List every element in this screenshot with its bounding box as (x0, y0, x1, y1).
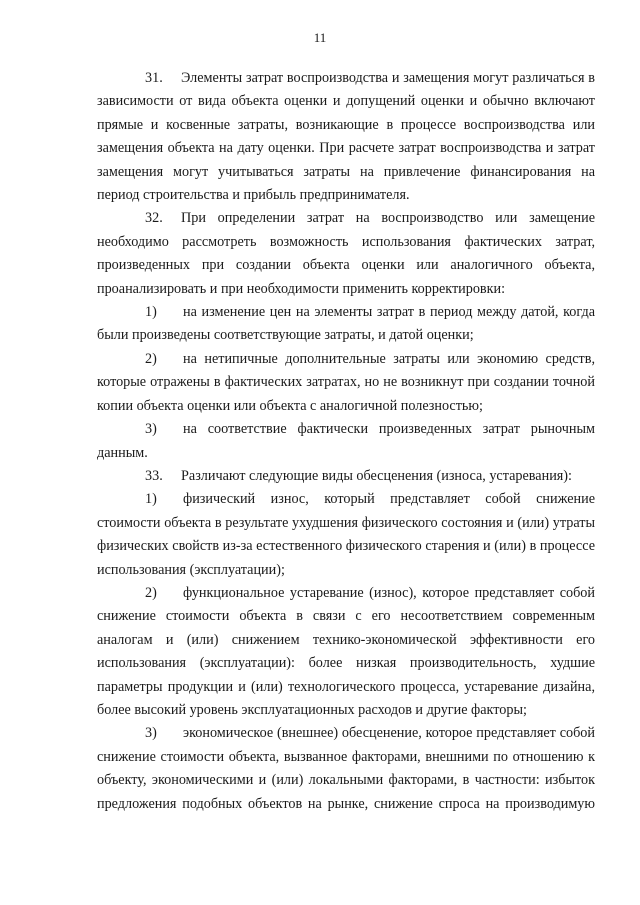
list-item-number: 3) (145, 725, 157, 742)
paragraph-text: Элементы затрат воспроизводства и замещения могут различаться в зависимости от вида объекта оценки и допущений оценки и обычно включают прямые и косвенные затраты, возникающие в процессе воспроизводства или замещения объекта на дату оценки. При расчете затрат воспроизводства и затрат замещения могут учитываться затраты на привлечение финансирования на период строительства и прибыль предпринимателя. (97, 70, 595, 204)
document-body (97, 67, 595, 816)
list-item (97, 488, 595, 582)
list-item-number: 1) (145, 304, 157, 321)
list-item-number: 2) (145, 584, 157, 601)
list-item (97, 301, 595, 348)
page-number: 11 (313, 30, 327, 45)
list-item-text: экономическое (внешнее) обесценение, которое представляет собой снижение стоимости объекта, вызванное факторами, внешними по отношению к объекту, экономическими и (или) локальными факторами, в частности: избыток предложения подобных объектов на рынке, снижение спроса на производимую (97, 725, 595, 812)
paragraph-31 (97, 67, 595, 207)
list-item-text: на изменение цен на элементы затрат в период между датой, когда были произведены соответствующие затраты, и датой оценки; (97, 304, 595, 344)
list-item-text: физический износ, который представляет собой снижение стоимости объекта в результате ухудшения физического состояния и (или) утраты физических свойств из-за естественного физического старения и (или) в процессе использования (эксплуатации); (97, 491, 595, 578)
list-item (97, 418, 595, 465)
list-item (97, 722, 595, 816)
list-item-number: 1) (145, 491, 157, 508)
paragraph-33 (97, 465, 595, 488)
list-item (97, 582, 595, 722)
paragraph-number: 32. (145, 210, 163, 227)
paragraph-32 (97, 207, 595, 301)
paragraph-text: Различают следующие виды обесценения (износа, устаревания): (181, 467, 572, 484)
list-item-number: 2) (145, 350, 157, 367)
paragraph-text: При определении затрат на воспроизводство или замещение необходимо рассмотреть возможность использования фактических затрат, произведенных при создании объекта оценки или аналогичного объекта, проанализировать и при необходимости применить корректировки: (97, 210, 595, 297)
list-item-text: на соответствие фактически произведенных затрат рыночным данным. (97, 421, 595, 461)
list-item-text: на нетипичные дополнительные затраты или экономию средств, которые отражены в фактических затратах, но не возникнут при создании точной копии объекта оценки или объекта с аналогичной полезностью; (97, 350, 595, 414)
list-item-text: функциональное устаревание (износ), которое представляет собой снижение стоимости объекта в связи с его несоответствием современным аналогам и (или) снижением технико-экономической эффективности его использования (эксплуатации): более низкая производительность, худшие параметры продукции и (или) технологического процесса, устаревание дизайна, более высокий уровень эксплуатационных расходов и другие факторы; (97, 584, 595, 718)
paragraph-number: 31. (145, 70, 163, 86)
paragraph-number: 33. (145, 467, 163, 484)
list-item (97, 348, 595, 418)
list-item-number: 3) (145, 421, 157, 438)
